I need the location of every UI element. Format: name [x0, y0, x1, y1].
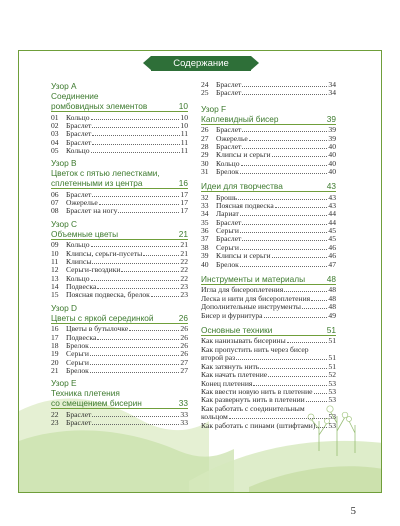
toc-entry[interactable]: 22 Браслет 33	[51, 409, 188, 419]
section-title	[201, 274, 336, 285]
section-label: Объемные цветы	[51, 228, 119, 239]
section-page: 16	[178, 178, 188, 189]
toc-entry[interactable]: 31 Брелок 40	[201, 166, 336, 176]
toc-entry[interactable]: 09 Кольцо 21	[51, 240, 188, 250]
toc-entry[interactable]: 01 Кольцо 10	[51, 112, 188, 122]
section-title	[201, 181, 336, 192]
toc-right-column	[201, 81, 336, 430]
toc-entry[interactable]: Как затянуть нить 51	[201, 361, 336, 371]
toc-left-column	[51, 81, 188, 427]
toc-entry[interactable]: Как нанизывать бисерины 51	[201, 336, 336, 346]
toc-entry[interactable]: 24 Браслет 34	[201, 80, 336, 89]
section-page: 51	[326, 324, 336, 335]
toc-entry[interactable]: 37 Браслет 45	[201, 234, 336, 244]
section-label: Узор F	[201, 103, 227, 114]
toc-entry[interactable]: 34 Лариат 44	[201, 209, 336, 219]
section-pattern-d	[51, 303, 188, 376]
toc-entry[interactable]: Дополнительные инструменты 48	[201, 302, 336, 312]
toc-entry[interactable]: 13 Кольцо 22	[51, 273, 188, 283]
toc-entry-continuation[interactable]: кольцом 53	[201, 412, 336, 422]
section-label: Цветы с яркой серединкой	[51, 312, 154, 323]
toc-entry[interactable]: 33 Поясная подвеска 43	[201, 201, 336, 211]
toc-entry[interactable]: 40 Брелок 47	[201, 259, 336, 269]
section-title	[51, 81, 188, 112]
toc-entry[interactable]: 07 Ожерелье 17	[51, 198, 188, 208]
toc-entry[interactable]: Как работать с пинами (штифтами) 53	[201, 420, 336, 430]
toc-entry[interactable]: Бисер и фурнитура 49	[201, 310, 336, 320]
toc-entry[interactable]: 11 Клипсы 22	[51, 256, 188, 266]
toc-entry[interactable]: Как развернуть нить в плетении 53	[201, 395, 336, 405]
section-label: Идеи для творчества	[201, 181, 283, 192]
toc-entry[interactable]: 16 Цветы в бутылочке 26	[51, 324, 188, 334]
section-label: Основные техники	[201, 324, 273, 335]
section-label: Узор D	[51, 302, 78, 313]
toc-entry[interactable]: 15 Поясная подвеска, брелок 23	[51, 290, 188, 300]
section-label: Цветок с пятью лепестками,	[51, 168, 160, 179]
section-techniques	[201, 325, 336, 430]
section-label: Техника плетения	[51, 388, 120, 399]
section-pattern-c	[51, 219, 188, 300]
section-pattern-a	[51, 81, 188, 155]
toc-entry[interactable]: 12 Серьги-гвоздики 22	[51, 265, 188, 275]
toc-entry[interactable]: 04 Браслет 11	[51, 137, 188, 147]
section-page: 48	[326, 273, 336, 284]
section-page: 21	[178, 228, 188, 239]
toc-entry[interactable]: 21 Брелок 27	[51, 365, 188, 375]
toc-entry[interactable]: 32 Брошь 43	[201, 192, 336, 202]
toc-entry[interactable]: 25 Браслет 34	[201, 88, 336, 98]
section-tools	[201, 274, 336, 320]
toc-entry[interactable]: 18 Брелок 26	[51, 340, 188, 350]
toc-entry[interactable]: 26 Браслет 39	[201, 125, 336, 135]
section-title	[51, 378, 188, 409]
toc-entry[interactable]: 05 Кольцо 11	[51, 145, 188, 155]
toc-entry[interactable]: 38 Серьги 46	[201, 242, 336, 252]
toc-entry[interactable]: 39 Клипсы и серьги 46	[201, 251, 336, 261]
toc-entry[interactable]: 30 Кольцо 40	[201, 158, 336, 168]
section-label: сплетенными из центра	[51, 178, 143, 189]
section-label: Каплевидный бисер	[201, 113, 279, 124]
section-pattern-e-continued	[201, 81, 336, 98]
toc-entry[interactable]: 23 Браслет 33	[51, 418, 188, 428]
toc-entry[interactable]: 02 Браслет 10	[51, 120, 188, 130]
section-page: 39	[326, 113, 336, 124]
toc-entry[interactable]: Как пропустить нить через бисер	[201, 344, 309, 354]
toc-entry[interactable]: 28 Браслет 40	[201, 141, 336, 151]
section-page: 26	[178, 312, 188, 323]
section-pattern-f	[201, 104, 336, 177]
section-label: Узор B	[51, 158, 77, 169]
section-ideas	[201, 181, 336, 269]
toc-entry[interactable]: 03 Браслет 11	[51, 129, 188, 139]
toc-entry[interactable]: 06 Браслет 17	[51, 189, 188, 199]
toc-entry[interactable]: Как работать с соединительным	[201, 403, 305, 413]
toc-entry[interactable]: 36 Серьги 45	[201, 226, 336, 236]
contents-title: Содержание	[173, 58, 229, 69]
toc-entry[interactable]: 27 Ожерелье 39	[201, 133, 336, 143]
section-label: Соединение	[51, 91, 99, 101]
toc-entry[interactable]: 14 Подвеска 23	[51, 281, 188, 291]
toc-entry[interactable]: Конец плетения 53	[201, 378, 336, 388]
toc-entry[interactable]: Игла для бисероплетения 48	[201, 285, 336, 295]
section-pattern-b	[51, 158, 188, 216]
toc-entry[interactable]: 35 Браслет 44	[201, 217, 336, 227]
section-pattern-e	[51, 378, 188, 427]
toc-entry[interactable]: Как ввести новую нить в плетение 53	[201, 386, 336, 396]
section-page: 43	[326, 181, 336, 192]
contents-ribbon	[151, 56, 251, 71]
section-title	[51, 219, 188, 240]
section-label: Узор C	[51, 218, 78, 229]
toc-entry[interactable]: 10 Клипсы, серьги-пусеты 21	[51, 248, 188, 258]
section-label: Узор E	[51, 378, 77, 389]
section-title	[201, 104, 336, 125]
section-title	[201, 325, 336, 336]
toc-entry[interactable]: 08 Браслет на ногу 17	[51, 206, 188, 216]
toc-entry[interactable]: Леска и нити для бисероплетения 48	[201, 293, 336, 303]
section-label: Инструменты и материалы	[201, 273, 306, 284]
page-number: 5	[350, 505, 356, 517]
toc-entry[interactable]: Как начать плетение 52	[201, 370, 336, 380]
toc-entry[interactable]: 17 Подвеска 26	[51, 332, 188, 342]
toc-entry[interactable]: 20 Серьги 27	[51, 357, 188, 367]
section-title	[51, 303, 188, 324]
section-page: 10	[178, 101, 188, 111]
toc-entry[interactable]: 19 Серьги 26	[51, 349, 188, 359]
section-title	[51, 158, 188, 189]
toc-entry-continuation[interactable]: второй раз 51	[201, 353, 336, 363]
section-page: 33	[178, 398, 188, 409]
section-label: со смещением бисерин	[51, 398, 142, 409]
toc-entry[interactable]: 29 Клипсы и серьги 40	[201, 150, 336, 160]
section-label: Узор A	[51, 81, 77, 91]
section-label: ромбовидных элементов	[51, 101, 148, 111]
